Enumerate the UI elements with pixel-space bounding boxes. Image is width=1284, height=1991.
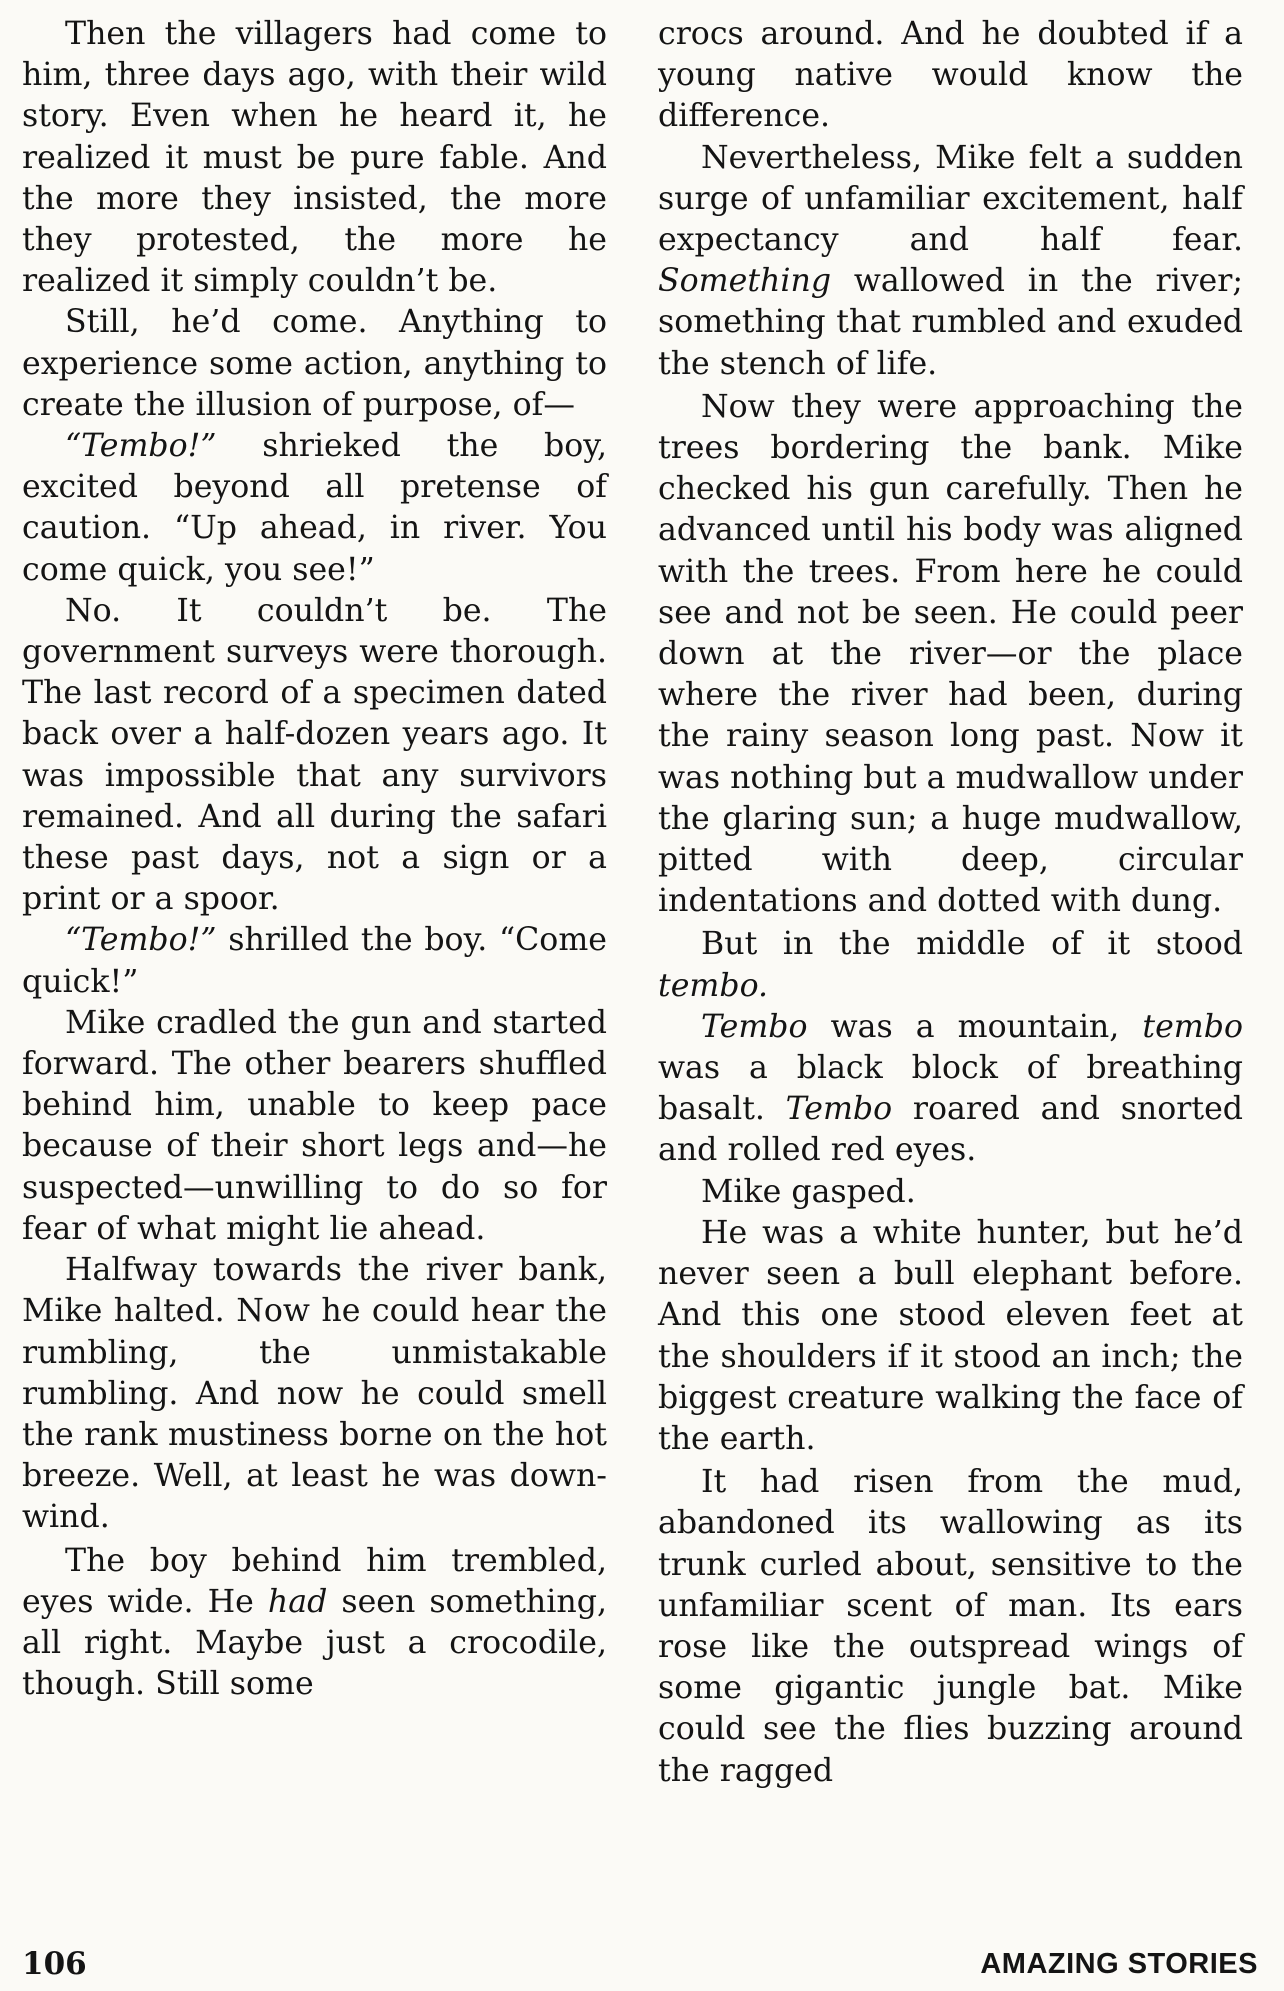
paragraph-text: The boy behind him trembled, eyes wide. He (22, 1542, 607, 1620)
paragraph: It had risen from the mud, abandoned its wallowing as its trunk curled about, sensitive to the unfamiliar scent of man. Its ears rose like the outspread wings of some gigantic jungle bat. Mike could see the flies buzzing around the ragged (658, 1464, 1243, 1789)
italic-word: had (267, 1583, 328, 1620)
paragraph-text: was a black block of breathing basalt. (658, 1050, 1243, 1128)
paragraph (658, 1007, 1243, 1172)
paragraph: Halfway towards the river bank, Mike halted. Now he could hear the rumbling, the unmistakable rumbling. And now he could smell the rank mustiness borne on the hot breeze. Well, at least he was down-wind. (22, 1252, 607, 1536)
paragraph: Mike gasped. (701, 1173, 916, 1210)
paragraph-text: But in the middle of it stood (701, 926, 1243, 963)
left-column (22, 14, 607, 1705)
paragraph (22, 426, 607, 591)
paragraph-text: Nevertheless, Mike felt a sudden surge of unfamiliar excitement, half expectancy and half fear. (658, 139, 1243, 259)
paragraph-text: shrilled the boy. “Come quick!” (22, 922, 607, 1000)
italic-word: Tembo (701, 1008, 808, 1045)
italic-word: tembo (1142, 1008, 1243, 1045)
paragraph: He was a white hunter, but he’d never seen a bull elephant before. And this one stood eleven feet at the shoulders if it stood an inch; the biggest creature walking the face of the earth. (658, 1214, 1243, 1457)
magazine-title: AMAZING STORIES (980, 1948, 1258, 1980)
italic-dialogue: “Tembo!” (65, 428, 217, 465)
paragraph-text: shrieked the boy, excited beyond all pretense of caution. “Up ahead, in river. You come quick, you see!” (22, 428, 607, 588)
italic-word: tembo. (658, 967, 769, 1004)
magazine-page (22, 14, 1258, 1944)
paragraph (22, 920, 607, 1002)
italic-word: Something (658, 263, 832, 300)
paragraph (22, 1541, 607, 1706)
paragraph-continued: crocs around. And he doubted if a young native would know the difference. (658, 16, 1243, 135)
paragraph (658, 138, 1243, 385)
paragraph-text: was a mountain, (807, 1008, 1143, 1045)
paragraph: Still, he’d come. Anything to experience some action, anything to create the illusion of purpose, of— (22, 304, 607, 423)
paragraph-text: wallowed in the river; something that rumbled and exuded the stench of life. (658, 263, 1243, 382)
page-number: 106 (22, 1946, 87, 1982)
italic-word: Tembo (785, 1091, 893, 1128)
italic-dialogue: “Tembo!” (65, 922, 217, 959)
paragraph: Then the villagers had come to him, three days ago, with their wild story. Even when he heard it, he realized it must be pure fable. And the more they insisted, the more they protested, the more he realized it simply couldn’t be. (22, 16, 607, 300)
paragraph: No. It couldn’t be. The government surveys were thorough. The last record of a specimen dated back over a half-dozen years ago. It was impossible that any survivors remained. And all during the safari these past days, not a sign or a print or a spoor. (22, 592, 607, 918)
paragraph-text: seen something, all right. Maybe just a crocodile, though. Still some (22, 1583, 607, 1703)
paragraph: Mike cradled the gun and started forward. The other bearers shuffled behind him, unable to keep pace because of their short legs and—he suspected—unwilling to do so for fear of what might lie ahead. (22, 1004, 607, 1247)
paragraph-text: roared and snorted and rolled red eyes. (658, 1091, 1243, 1169)
paragraph: Now they were approaching the trees bordering the bank. Mike checked his gun carefully. Then he advanced until his body was aligned with the trees. From here he could see and not be seen. He could peer down at the river—or the place where the river had been, during the rainy season long past. Now it was nothing but a mudwallow under the glaring sun; a huge mudwallow, pitted with deep, circular indentations and dotted with dung. (658, 388, 1243, 920)
paragraph (658, 924, 1243, 1006)
page-footer (22, 1946, 1258, 1986)
right-column (658, 14, 1243, 1792)
